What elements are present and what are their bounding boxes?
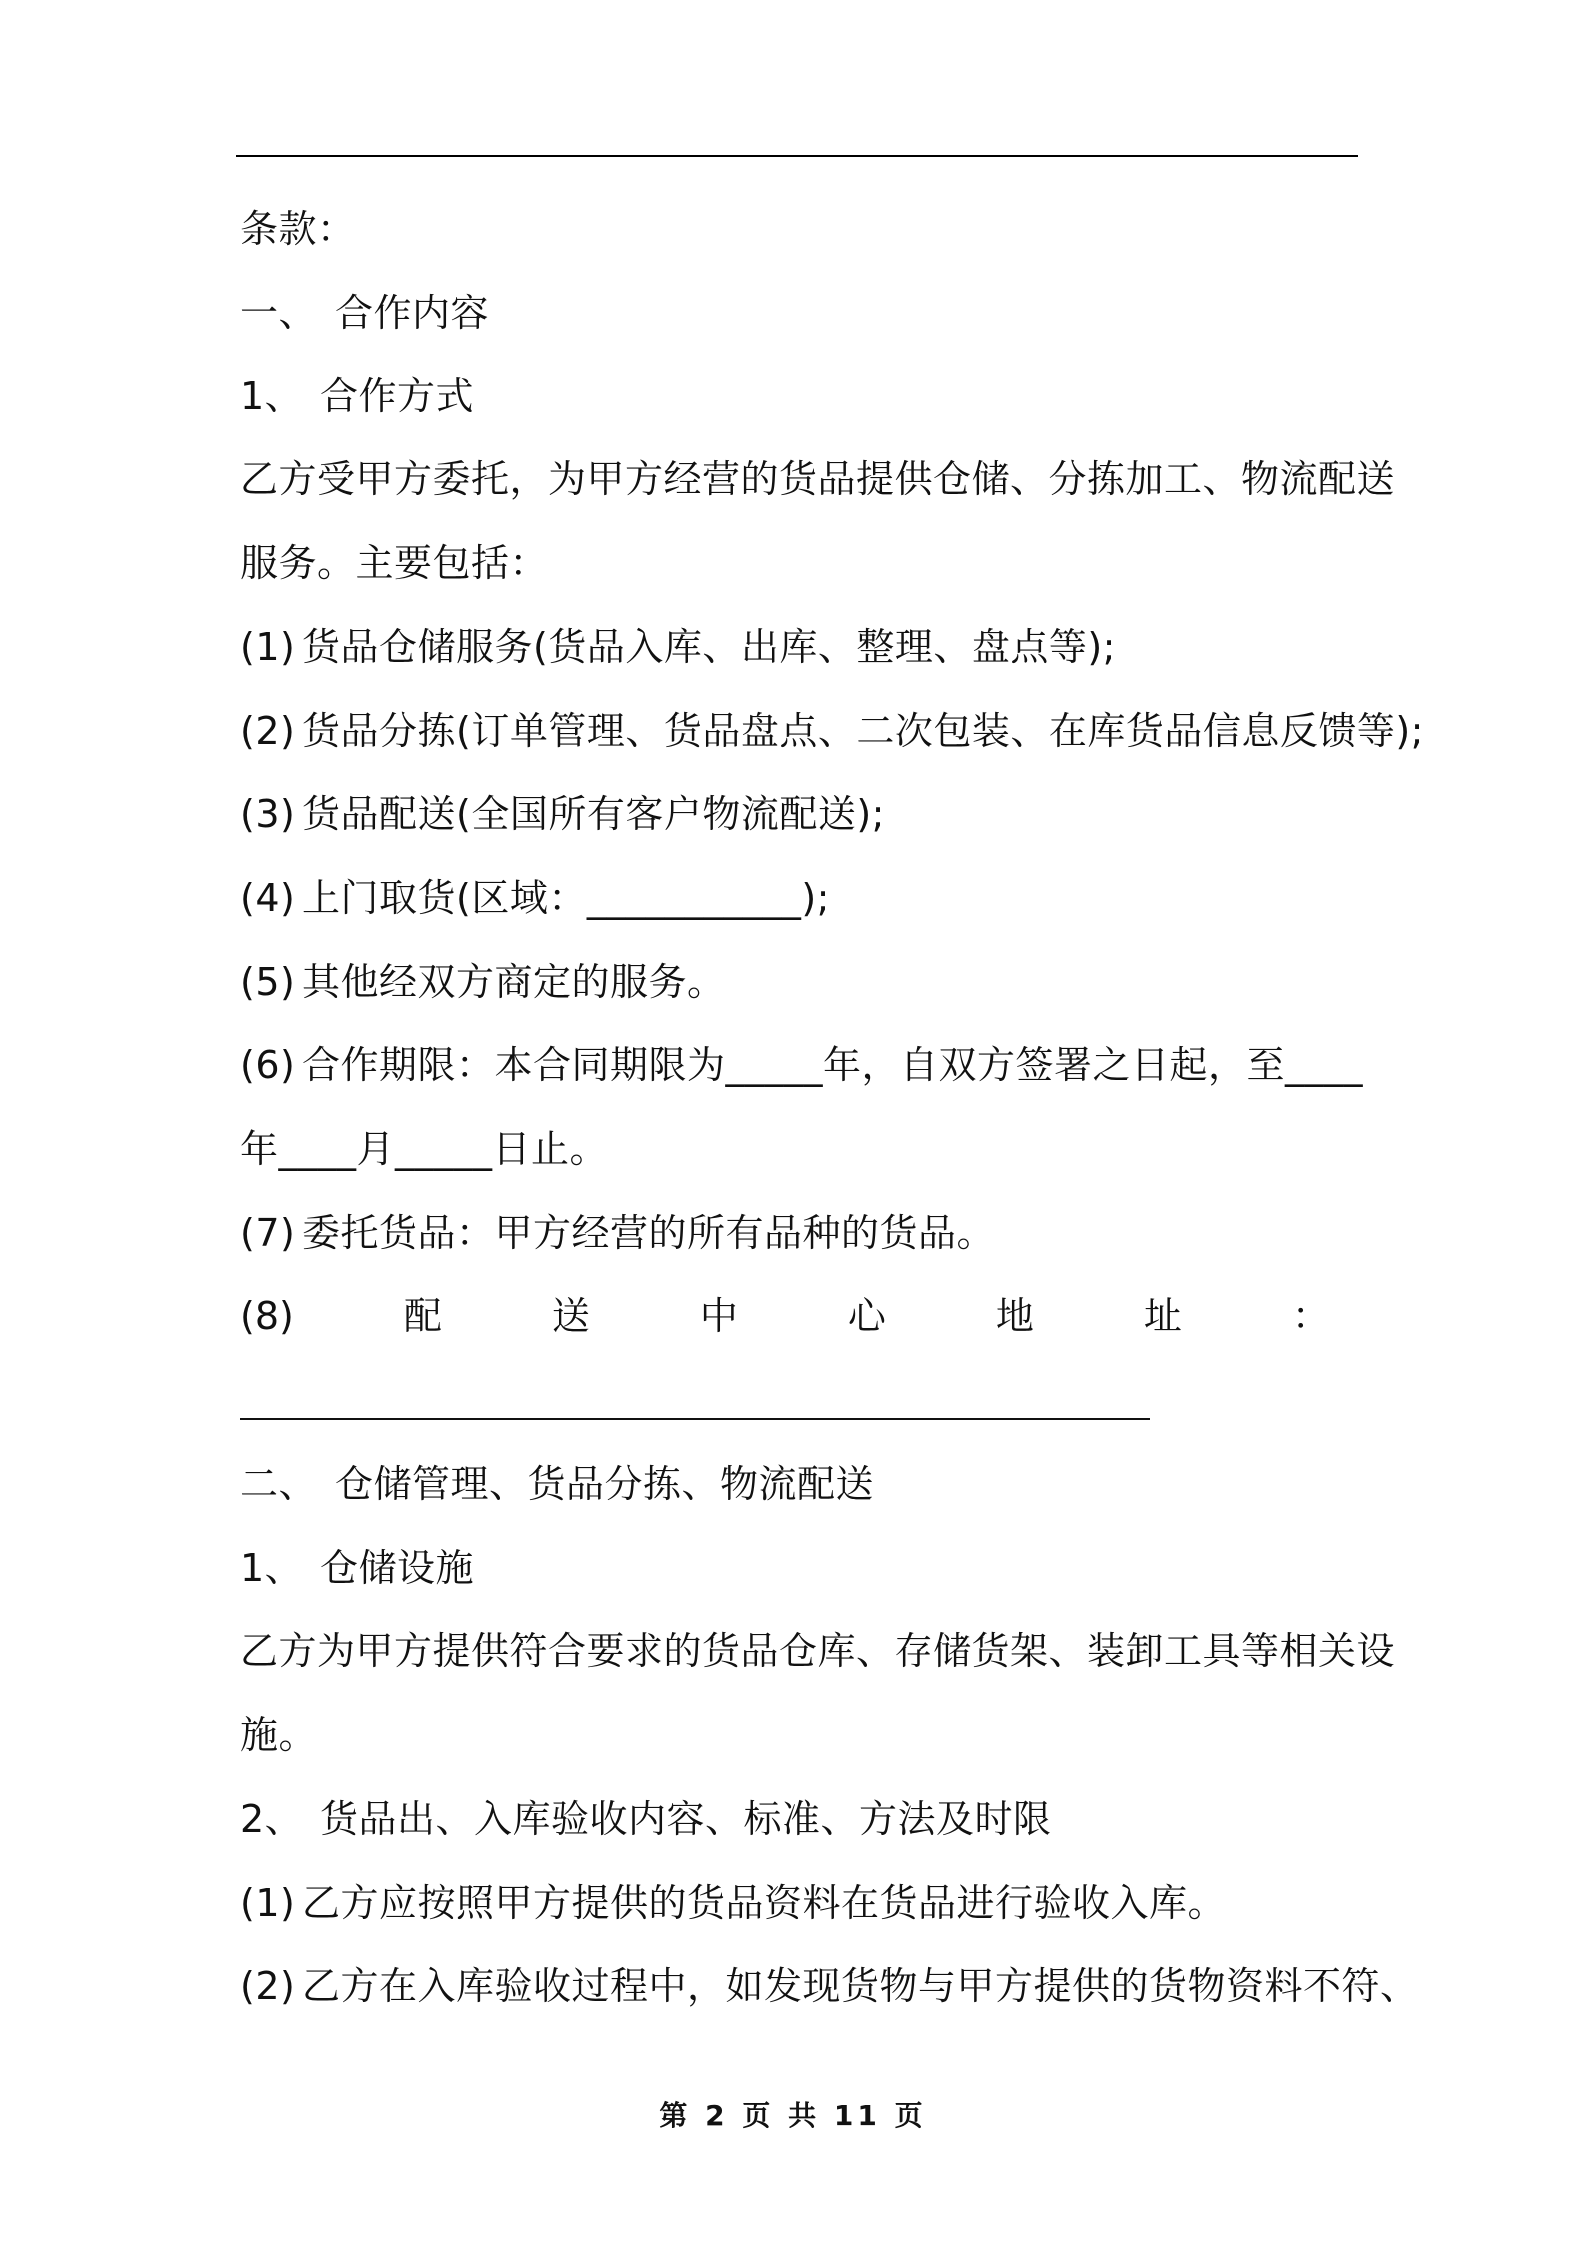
item-2-2-number: 2、	[240, 1797, 304, 1841]
list-item	[240, 959, 726, 1005]
section-2-number: 二、	[240, 1462, 318, 1506]
list-item-number: (7)	[240, 1211, 296, 1255]
list-item	[240, 1963, 1419, 2009]
list-item-number: (8)	[240, 1294, 294, 1338]
address-label-char: 配	[403, 1294, 442, 1338]
list-item-text: 委托货品：甲方经营的所有品种的货品。	[302, 1211, 996, 1255]
item-2-2-title: 货品出、入库验收内容、标准、方法及时限	[320, 1797, 1052, 1841]
list-item-number: (1)	[240, 625, 296, 669]
list-item-text: 其他经双方商定的服务。	[302, 960, 726, 1004]
list-item	[240, 624, 1116, 670]
list-item-text: 货品仓储服务(货品入库、出库、整理、盘点等);	[302, 625, 1116, 669]
list-item-text: 乙方在入库验收过程中，如发现货物与甲方提供的货物资料不符、	[302, 1964, 1419, 2008]
address-label-char: 心	[847, 1294, 886, 1338]
list-item	[240, 1880, 1226, 1926]
list-item-text: 乙方应按照甲方提供的货品资料在货品进行验收入库。	[302, 1881, 1227, 1925]
list-item-number: (3)	[240, 792, 296, 836]
item-1-title: 合作方式	[320, 374, 475, 418]
paragraph-2-line-2: 施。	[240, 1713, 318, 1757]
list-item-text: 货品分拣(订单管理、货品盘点、二次包装、在库货品信息反馈等);	[302, 709, 1424, 753]
list-item-number: (1)	[240, 1881, 296, 1925]
list-item-text: 合作期限：本合同期限为_____年，自双方签署之日起，至____	[302, 1043, 1364, 1087]
section-2-heading	[240, 1461, 874, 1507]
address-label-char: 中	[699, 1294, 738, 1338]
list-item-text: 货品配送(全国所有客户物流配送);	[302, 792, 885, 836]
clause-heading: 条款：	[240, 207, 356, 251]
item-2-1-title: 仓储设施	[320, 1546, 475, 1590]
list-item-number: (5)	[240, 960, 296, 1004]
section-1-heading	[240, 290, 489, 336]
list-item	[240, 708, 1424, 754]
list-item-number: (2)	[240, 1964, 296, 2008]
list-item-number: (6)	[240, 1043, 296, 1087]
item-1-heading	[240, 373, 474, 419]
item-1-number: 1、	[240, 374, 304, 418]
term-continuation: 年____月_____日止。	[240, 1127, 609, 1171]
section-2-title: 仓储管理、货品分拣、物流配送	[335, 1462, 875, 1506]
address-label-char: 址	[1143, 1294, 1182, 1338]
list-item-number: (4)	[240, 876, 296, 920]
list-item-number: (2)	[240, 709, 296, 753]
item-2-1-number: 1、	[240, 1546, 304, 1590]
item-2-1-heading	[240, 1545, 474, 1591]
paragraph-1-line-1: 乙方受甲方委托，为甲方经营的货品提供仓储、分拣加工、物流配送	[240, 457, 1396, 501]
item-2-2-heading	[240, 1796, 1052, 1842]
list-item	[240, 1210, 995, 1256]
list-item	[240, 791, 885, 837]
list-item	[240, 875, 830, 921]
page-number: 第 2 页 共 11 页	[659, 2099, 927, 2132]
list-item-text: 上门取货(区域：___________);	[302, 876, 830, 920]
distribution-center-address-line	[240, 1293, 1330, 1339]
paragraph-2-line-1: 乙方为甲方提供符合要求的货品仓库、存储货架、装卸工具等相关设	[240, 1629, 1396, 1673]
section-1-number: 一、	[240, 291, 318, 335]
address-label-char: 送	[551, 1294, 590, 1338]
list-item	[240, 1042, 1363, 1088]
address-blank-line	[240, 1418, 1150, 1420]
paragraph-1-line-2: 服务。主要包括：	[240, 541, 549, 585]
address-label-char: 地	[995, 1294, 1034, 1338]
header-rule	[236, 155, 1358, 157]
address-label-char: ：	[1291, 1294, 1330, 1338]
section-1-title: 合作内容	[335, 291, 490, 335]
